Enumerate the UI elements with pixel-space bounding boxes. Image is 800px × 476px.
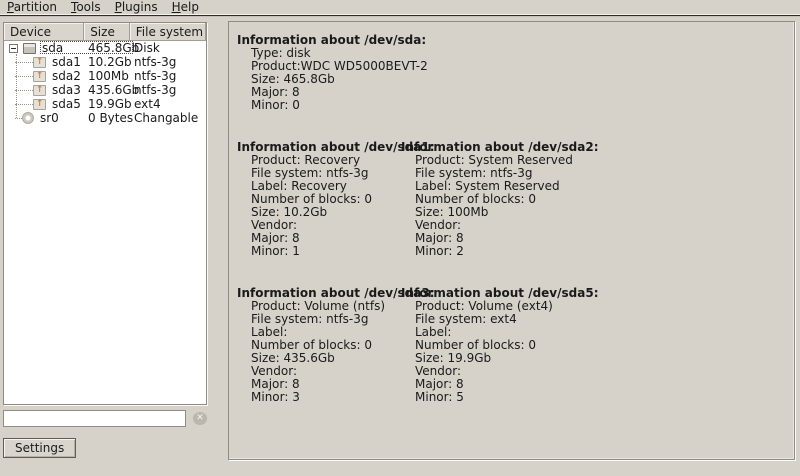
device-cell [4,41,85,55]
info-line: File system: ext4 [415,312,517,326]
info-title: Information about /dev/sda5: [401,286,599,300]
info-line: Vendor: [415,218,461,232]
info-line: Major: 8 [415,377,464,391]
info-line: Size: 19.9Gb [415,351,492,365]
info-block-sda [237,34,794,112]
size-cell: 0 Bytes [88,111,134,125]
device-cell [4,55,85,69]
info-line: Label: [415,325,452,339]
tree-row-sda5[interactable] [4,97,206,111]
info-line: Minor: 5 [415,390,464,404]
size-cell: 435.6Gb [88,83,140,97]
info-line: File system: ntfs-3g [415,166,533,180]
column-header-size[interactable]: Size [84,23,130,41]
menu-item-partition[interactable]: Partition [7,0,58,14]
tree-row-sda2[interactable] [4,69,206,83]
device-cell [4,97,85,111]
info-block-sda3 [237,286,435,404]
partition-icon: ↑ [33,85,46,96]
info-block-sda1 [237,140,435,258]
info-line: Size: 10.2Gb [251,205,328,219]
device-cell [4,69,85,83]
filesystem-cell: ext4 [134,97,161,111]
info-line: Label: System Reserved [415,179,560,193]
tree-row-sda[interactable] [4,41,206,55]
info-line: Type: disk [251,46,311,60]
size-cell: 465.8Gb [88,41,140,55]
device-cell [4,111,85,125]
info-line: Minor: 0 [251,98,300,112]
settings-button[interactable]: Settings [3,438,76,458]
info-block-sda2 [401,141,794,258]
info-line: Number of blocks: 0 [251,338,372,352]
menu-item-tools[interactable]: Tools [71,0,101,14]
size-cell: 10.2Gb [88,55,132,69]
tree-rows [4,41,206,125]
info-line: Product: Recovery [251,153,361,167]
column-header-file-system[interactable]: File system [130,23,206,41]
info-line: Major: 8 [415,231,464,245]
info-line: Label: Recovery [251,179,347,193]
info-line: Major: 8 [251,231,300,245]
device-name: sda1 [52,55,81,69]
info-title: Information about /dev/sda2: [401,140,599,154]
info-line: Product: Volume (ext4) [415,299,553,313]
tree-branch-line [15,104,33,105]
filesystem-cell: Changable [134,111,199,125]
device-tree-panel [3,22,207,405]
clear-icon[interactable]: ✕ [193,412,207,425]
info-line: Minor: 3 [251,390,300,404]
info-line: Size: 465.8Gb [251,72,335,86]
info-section [237,141,794,258]
info-line: Number of blocks: 0 [251,192,372,206]
device-cell [4,83,85,97]
partition-icon: ↑ [33,71,46,82]
filesystem-cell: ntfs-3g [134,83,177,97]
info-section [237,287,794,404]
menu-bar [0,0,800,15]
tree-row-sda3[interactable] [4,83,206,97]
device-name: sda2 [52,69,81,83]
device-name: sda3 [52,83,81,97]
tree-row-sda1[interactable] [4,55,206,69]
info-line: File system: ntfs-3g [251,166,369,180]
device-name: sr0 [40,111,59,125]
menu-item-plugins[interactable]: Plugins [114,0,158,14]
info-line: Vendor: [415,364,461,378]
size-cell: 19.9Gb [88,97,132,111]
expander-icon[interactable] [9,44,18,53]
filesystem-cell: Disk [134,41,160,55]
info-line: Product: Volume (ntfs) [251,299,386,313]
tree-branch-line [15,90,33,91]
info-line: Number of blocks: 0 [415,338,536,352]
info-line: Minor: 2 [415,244,464,258]
tree-branch-line [15,76,33,77]
info-title: Information about /dev/sda1: [237,140,435,154]
info-block-sda5 [401,287,794,404]
info-line: Product:WDC WD5000BEVT-2 [251,59,428,73]
info-line: Minor: 1 [251,244,300,258]
device-name: sda5 [52,97,81,111]
info-line: Major: 8 [251,377,300,391]
partition-icon: ↑ [33,99,46,110]
info-line: File system: ntfs-3g [251,312,369,326]
info-line: Product: System Reserved [415,153,573,167]
info-section [237,34,794,112]
tree-column-headers [4,23,206,41]
info-line: Vendor: [251,218,297,232]
filesystem-cell: ntfs-3g [134,55,177,69]
info-panel [228,21,795,460]
tree-branch-line [15,118,22,119]
filesystem-cell: ntfs-3g [134,69,177,83]
menu-item-help[interactable]: Help [171,0,199,14]
disk-icon [23,43,36,54]
column-header-device[interactable]: Device [4,23,84,41]
info-line: Size: 100Mb [415,205,489,219]
info-line: Vendor: [251,364,297,378]
info-title: Information about /dev/sda: [237,33,427,47]
info-line: Number of blocks: 0 [415,192,536,206]
device-name: sda [42,41,64,55]
menu-separator [0,14,800,17]
partition-icon: ↑ [33,57,46,68]
size-cell: 100Mb [88,69,129,83]
info-line: Size: 435.6Gb [251,351,335,365]
info-title: Information about /dev/sda3: [237,286,435,300]
info-line: Label: [251,325,288,339]
cdrom-icon [22,112,34,124]
tree-branch-line [15,62,33,63]
info-line: Major: 8 [251,85,300,99]
filter-input[interactable] [3,410,186,427]
tree-row-sr0[interactable] [4,111,206,125]
